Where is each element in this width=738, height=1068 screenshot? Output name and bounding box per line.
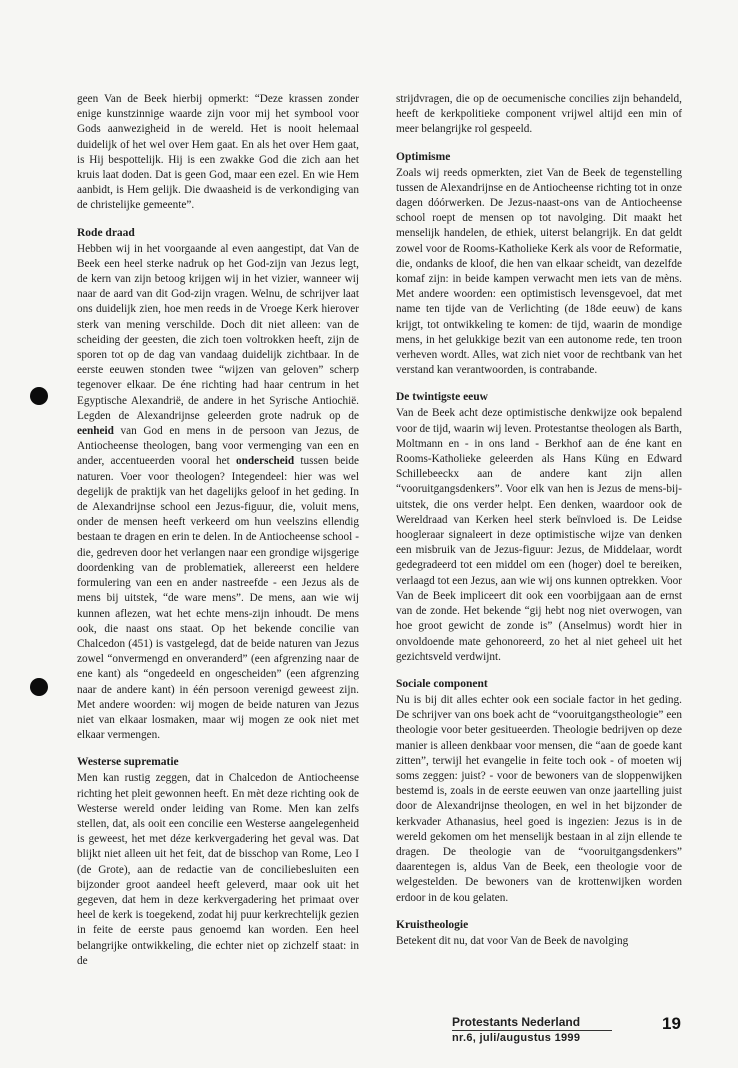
heading-optimisme: Optimisme xyxy=(396,150,451,163)
bold-eenheid: eenheid xyxy=(77,425,114,438)
left-intro-paragraph: geen Van de Beek hierbij opmerkt: “Deze krassen zonder enige kunstzinnige waarde zijn voor mij het symbool voor Gods aanwezigheid in de wereld. Het is nooit helemaal duidelijk of het wel over Hem gaat. En als het over Hem gaat, is Hij bespottelijk. Hij is een zwakke God die zich aan het kruis laat doden. Dat is geen God, maar een ezel. En wie Hem aanbidt, is Hem gelijk. Die dwaasheid is de verkondiging van de christelijke gemeente”. xyxy=(77,93,359,212)
kruistheologie-paragraph: Betekent dit nu, dat voor Van de Beek de navolging xyxy=(396,934,629,947)
heading-twintigste-eeuw: De twintigste eeuw xyxy=(396,391,488,404)
footer-divider xyxy=(452,1030,612,1031)
page-number: 19 xyxy=(662,1014,681,1033)
right-column xyxy=(396,92,682,949)
issue-info: nr.6, juli/augustus 1999 xyxy=(452,1032,581,1044)
rode-draad-text-1: Hebben wij in het voorgaande al even aangestipt, dat Van de Beek een heel sterke nadruk op het God-zijn van Jezus legt, de kern van zijn betoog krijgen wij in het vizier, wanneer wij naar de aard van dit God-zijn vragen. Welnu, de schrijver laat ons duidelijk zien, hoe men reeds in de Vroege Kerk hierover sterk van mening verschilde. Doch dit niet alleen: van de scheiding der geesten, die zich toen voltrokken heeft, zijn de sporen tot op de dag van vandaag duidelijk zichtbaar. In de eerste eeuwen stonden twee “wijzen van geloven” scherp tegenover elkaar. De éne richting had haar centrum in het Egyptische Alexandrië, de andere in het Syrische Antiochië. Legden de Alexandrijnse geleerden grote nadruk op de xyxy=(77,242,359,422)
heading-sociale-component: Sociale component xyxy=(396,677,488,690)
westerse-suprematie-paragraph: Men kan rustig zeggen, dat in Chalcedon de Antiocheense richting het pleit gewonnen heeft. En mèt deze richting ook de Westerse wereld onder leiding van Rome. Men kan zelfs stellen, dat, als ooit een concilie een Westerse aangelegenheid is geweest, het met déze kerkvergadering het geval was. Dat blijkt niet alleen uit het feit, dat de bisschop van Rome, Leo I (de Grote), aan de redactie van de conciliebesluiten een bijzonder groot aandeel heeft geleverd, maar ook uit het gegeven, dat hem in deze kerkvergadering het primaat over heel de kerk is toegekend, zodat hij puur kerkrechtelijk gezien in feite de eerste paus genoemd kan worden. Een heel belangrijke ontwikkeling, die echter niet op zichzelf staat: in de xyxy=(77,772,359,967)
sociale-component-paragraph: Nu is bij dit alles echter ook een sociale factor in het geding. De schrijver van ons boek acht de “vooruitgangstheologie” een theologie voor beter gesitueerden. Theologie bedrijven op deze manier is alleen denkbaar voor mensen, die “aan de goede kant zitten”, terwijl het evangelie in feite toch ook - of moeten wij soms zeggen: juist? - voor de bewoners van de sloppenwijken bestemd is, zoals in de eerste eeuwen van onze jaartelling juist door de Alexandrijnse theologen, en wel in het bijzonder de kerkvader Athanasius, heel goed is ingezien: Jezus is in de wereld gekomen om het menselijk bestaan in al zijn ellende te dragen. De theologie van de “vooruitgangsdenkers” daarentegen is, aldus Van de Beek, een theologie voor de welgestelden. De bewoners van de krottenwijken worden erdoor in de kou gelaten. xyxy=(396,693,682,904)
bold-onderscheid: onderscheid xyxy=(235,455,295,468)
optimisme-paragraph: Zoals wij reeds opmerkten, ziet Van de Beek de tegenstelling tussen de Alexandrijnse en de Antiocheense richting tot in onze dagen dóórwerken. De Jezus-naast-ons van de Antiocheense school roept de mensen op tot navolging. Dit maakt het menselijk handelen, de ethiek, uiterst belangrijk. En dat geldt zowel voor de Rooms-Katholieke Kerk als voor de Reformatie, die, ondanks de kloof, die hen van elkaar scheidt, van dezelfde komaf zijn: in beide kampen verwacht men iets van de mèns. Met andere woorden: een optimistisch levensgevoel, dat met name ten tijde van de Verlichting (de 18de eeuw) de kans krijgt, tot ontwikkeling te komen: de tijd, waarin de mondige mens, in het gelukkige bezit van een autonome rede, ten troon verheven wordt. Alles, wat zich niet voor de rechtbank van het verstand kan verantwoorden, is contrabande. xyxy=(396,166,682,377)
heading-kruistheologie: Kruistheologie xyxy=(396,918,469,931)
punch-hole-bottom xyxy=(30,678,48,696)
heading-westerse-suprematie: Westerse suprematie xyxy=(77,756,179,769)
rode-draad-paragraph xyxy=(77,242,359,744)
rode-draad-text-2: van God en mens in de persoon van Jezus, de Antiocheense theologen, bang voor vermenging van een en ander, accentueerden vooral het xyxy=(77,425,359,468)
left-column xyxy=(77,92,359,969)
twintigste-eeuw-paragraph: Van de Beek acht deze optimistische denkwijze ook bepalend voor de tijd, waarin wij leven. Protestantse theologen als Barth, Moltmann en - in ons land - Berkhof aan de éne kant en Rooms-Katholieke geleerden als Hans Küng en Edward Schillebeeckx aan de andere kant zijn allen “vooruitgangsdenkers”. Voor elk van hen is Jezus de mens-bij-uitstek, die ons verder helpt. Een denken, waardoor ook de Wereldraad van Kerken heel sterk beïnvloed is. De Leidse hoogleraar signaleert in deze optimistische wijze van denken een misbruik van de Jezus-figuur: Jezus, de Middelaar, wordt gedegradeerd tot een middel om een (hoger) doel te bereiken, verlaagd tot een Jezus, aan wie wij ons kunnen optrekken. Voor Van de Beek impliceert dit ook een voorbijgaan aan de ernst van de zonde. Het bekende “gij hebt nog niet overwogen, van hoe groot gewicht de zonde is” (Anselmus) wordt hier in onvoldoende mate gehonoreerd, zo het al niet geheel uit het gezichtsveld verdwijnt. xyxy=(396,407,682,663)
punch-hole-top xyxy=(30,387,48,405)
right-intro-paragraph: strijdvragen, die op de oecumenische concilies zijn behandeld, heeft de kerkpolitieke component vrijwel altijd een min of meer belangrijke rol gespeeld. xyxy=(396,93,682,136)
rode-draad-text-3: tussen beide naturen. Voer voor theologen? Integendeel: hier was wel degelijk de praktijk van het dagelijks geloof in het geding. In de Alexandrijnse school een Jezus-figuur, die, voluit mens, onder de mensen heeft verkeerd om hun veelszins ellendig bestaan te dragen en erin te delen. In de Antiocheense school - die, gedreven door het verlangen naar een grondige wijsgerige doordenking van de problematiek, allereerst een heldere formulering van een en ander nastreefde - een Jezus als de mens bij uitstek, “de ware mens”. De mens, aan wie wij kunnen aflezen, wat het echte mens-zijn inhoudt. De mens ook, die naast ons staat. Op het bekende concilie van Chalcedon (451) is vastgelegd, dat de beide naturen van Jezus zowel “onvermengd en onveranderd” (een afgrenzing naar de ene kant) als “ongedeeld en ongescheiden” (een afgrenzing naar de andere kant) in één persoon verenigd geweest zijn. Met andere woorden: wij mogen de beide naturen van Jezus niet van elkaar losmaken, maar wij mogen ze ook niet met elkaar vermengen. xyxy=(77,455,360,742)
page-footer xyxy=(452,1016,684,1045)
heading-rode-draad: Rode draad xyxy=(77,226,135,239)
magazine-title: Protestants Nederland xyxy=(452,1015,581,1029)
